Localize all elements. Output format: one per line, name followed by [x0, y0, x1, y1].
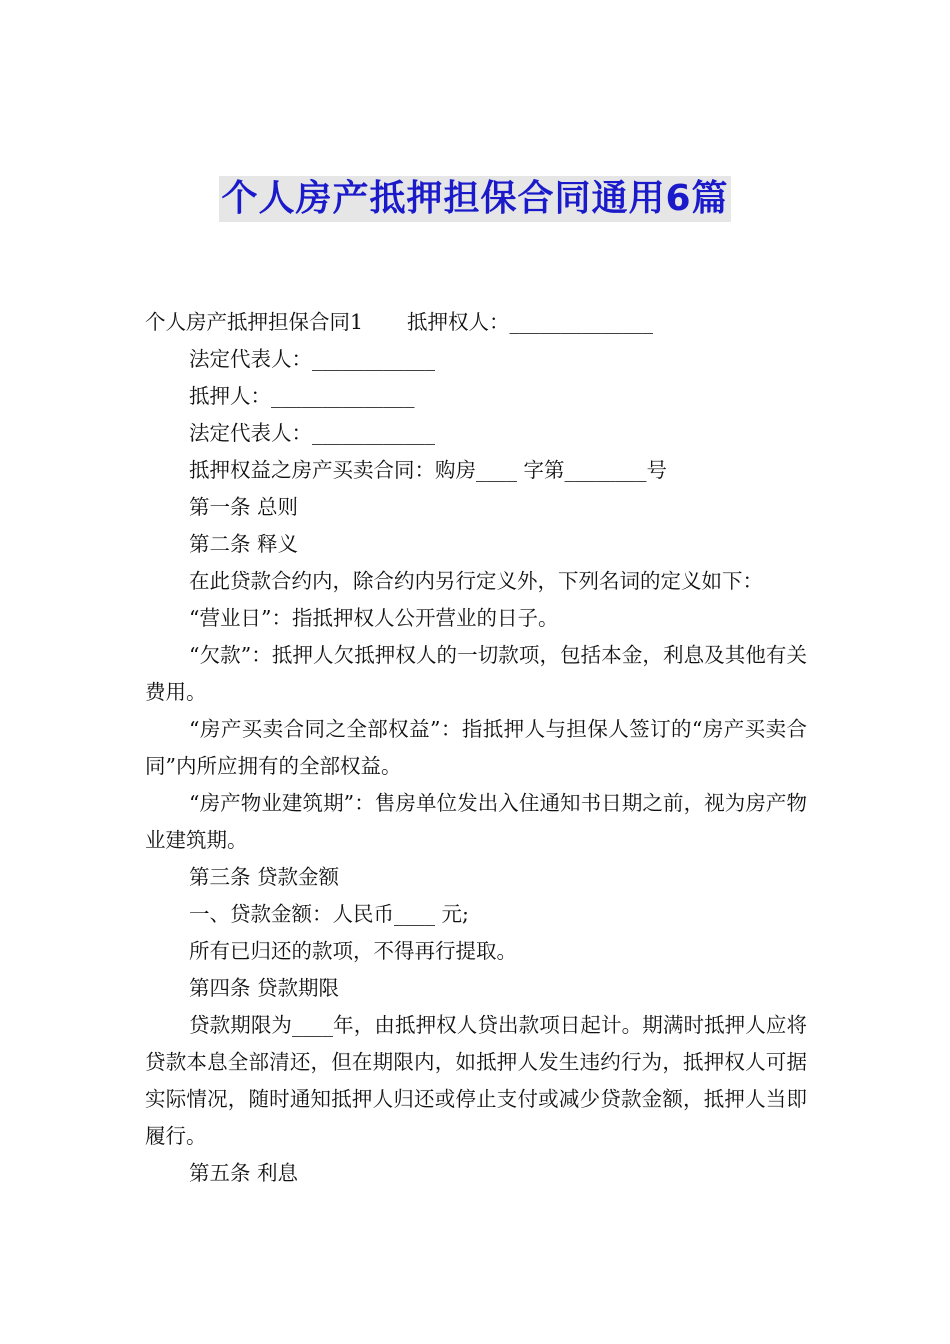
definition-paragraph: “营业日”：指抵押权人公开营业的日子。	[189, 606, 559, 630]
title-container	[0, 176, 950, 222]
document-body	[145, 304, 807, 1192]
legal-rep-field: 法定代表人：____________	[189, 347, 435, 371]
article-heading: 第二条 释义	[189, 532, 299, 556]
legal-rep-field-2: 法定代表人：____________	[189, 421, 435, 445]
mortgagor-field: 抵押人：______________	[189, 384, 415, 408]
paragraph: 在此贷款合约内，除合约内另行定义外，下列名词的定义如下：	[189, 569, 763, 593]
contract-heading: 个人房产抵押担保合同1	[145, 310, 364, 334]
mortgagee-field: 抵押权人：______________	[407, 310, 654, 334]
loan-term-paragraph: 贷款期限为____年，由抵押权人贷出款项日起计。期满时抵押人应将贷款本息全部清还，但在期限内，如抵押人发生违约行为，抵押权人可据实际情况，随时通知抵押人归还或停止支付或减少贷款金额，抵押人当即履行。	[145, 1013, 807, 1148]
contract-heading-line	[145, 304, 807, 341]
article-heading: 第四条 贷款期限	[189, 976, 340, 1000]
definition-paragraph: “欠款”：抵押人欠抵押权人的一切款项，包括本金，利息及其他有关费用。	[145, 643, 807, 704]
document-title: 个人房产抵押担保合同通用6篇	[219, 176, 730, 222]
purchase-contract-field: 抵押权益之房产买卖合同：购房____ 字第________号	[189, 458, 668, 482]
article-heading: 第五条 利息	[189, 1161, 299, 1185]
paragraph: 所有已归还的款项，不得再行提取。	[189, 939, 517, 963]
definition-paragraph: “房产买卖合同之全部权益”：指抵押人与担保人签订的“房产买卖合同”内所应拥有的全部权益。	[145, 717, 807, 778]
article-heading: 第三条 贷款金额	[189, 865, 340, 889]
article-heading: 第一条 总则	[189, 495, 299, 519]
definition-paragraph: “房产物业建筑期”：售房单位发出入住通知书日期之前，视为房产物业建筑期。	[145, 791, 807, 852]
loan-amount-field: 一、贷款金额：人民币____ 元;	[189, 902, 469, 926]
